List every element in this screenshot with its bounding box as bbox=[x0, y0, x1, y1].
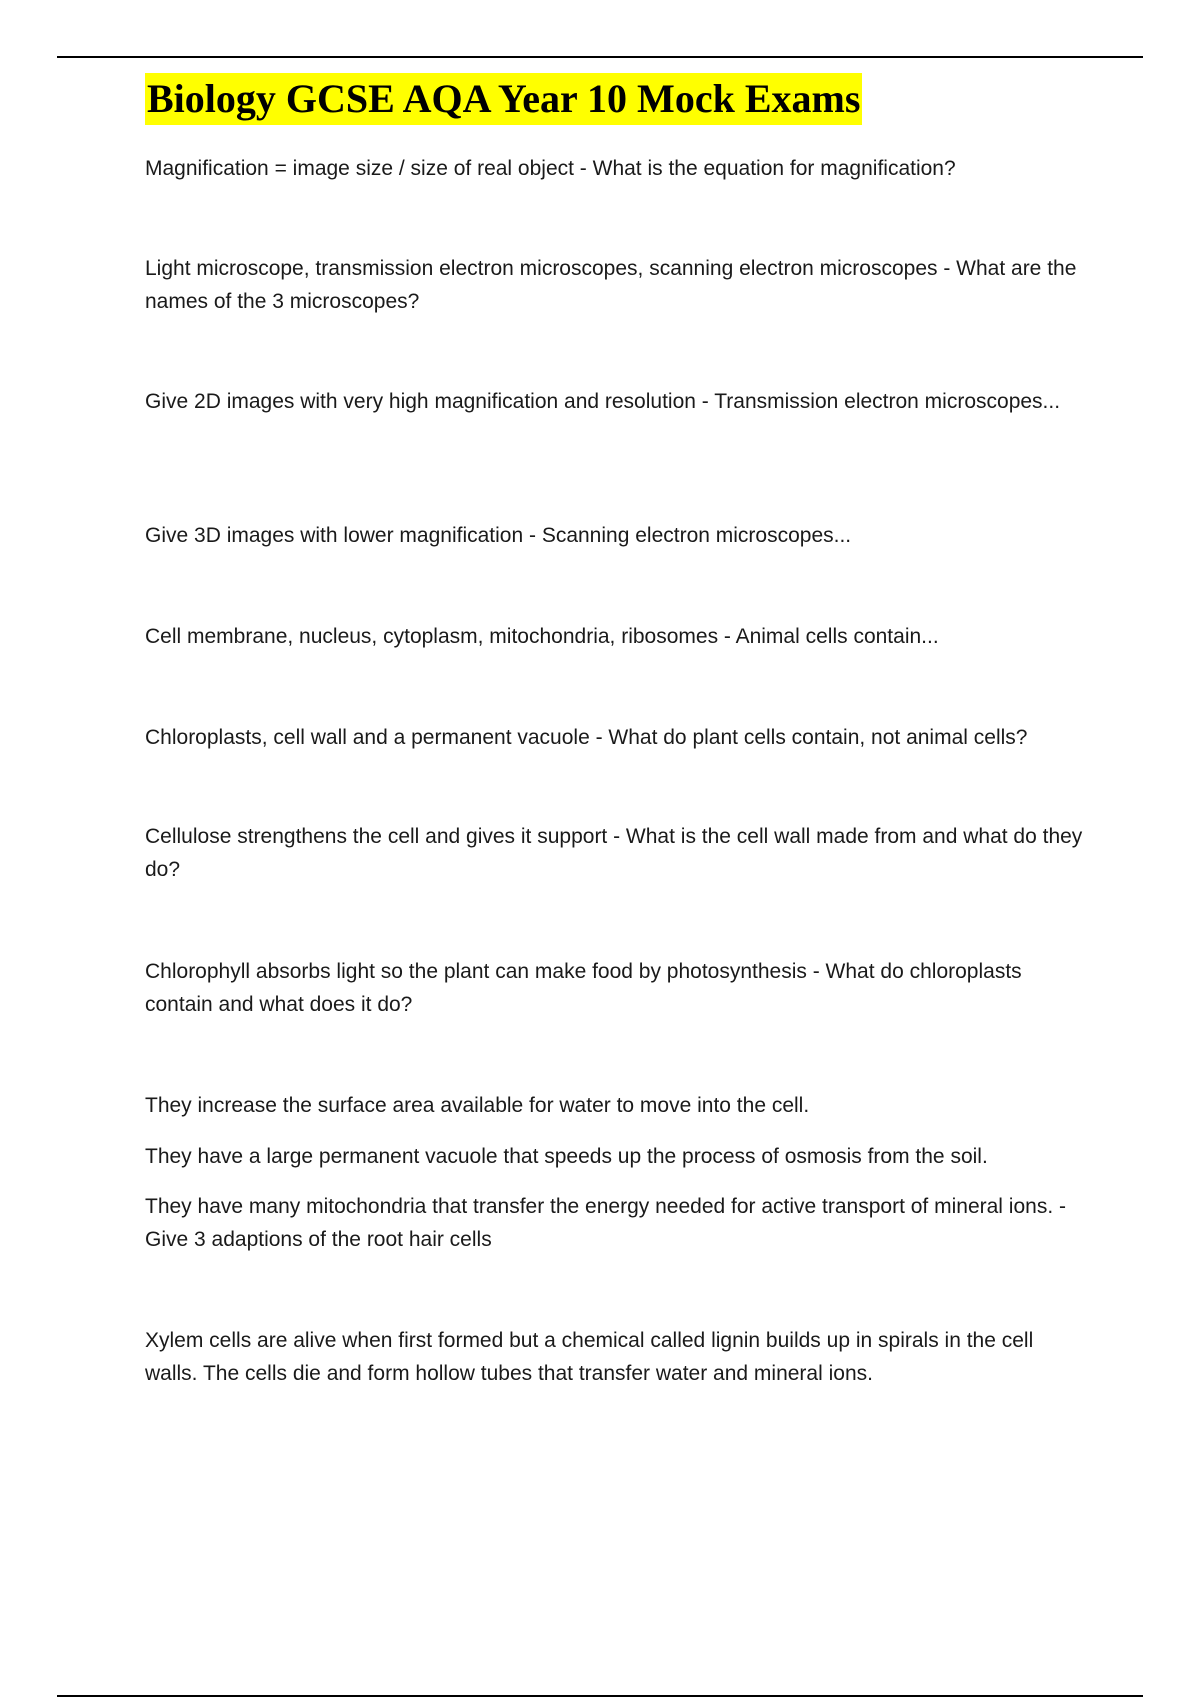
flashcard-text: Xylem cells are alive when first formed but a chemical called lignin builds up in spirals in the cell walls. The cells die and form hollow tubes that transfer water and mineral ions. bbox=[145, 1329, 1034, 1385]
header-rule bbox=[57, 56, 1143, 58]
flashcard-text: Magnification = image size / size of real object - What is the equation for magnification? bbox=[145, 157, 956, 180]
flashcard-text: Chlorophyll absorbs light so the plant can make food by photosynthesis - What do chloroplasts contain and what does it do? bbox=[145, 960, 1022, 1016]
flashcard-text: They increase the surface area available for water to move into the cell. bbox=[145, 1094, 810, 1117]
flashcard-text: They have a large permanent vacuole that speeds up the process of osmosis from the soil. bbox=[145, 1145, 988, 1168]
flashcard-text: Cell membrane, nucleus, cytoplasm, mitochondria, ribosomes - Animal cells contain... bbox=[145, 625, 939, 648]
flashcard-text: Chloroplasts, cell wall and a permanent vacuole - What do plant cells contain, not animal cells? bbox=[145, 726, 1028, 749]
footer-rule bbox=[57, 1695, 1143, 1697]
flashcard-text: Light microscope, transmission electron microscopes, scanning electron microscopes - What are the names of the 3 microscopes? bbox=[145, 257, 1077, 313]
flashcard-text: They have many mitochondria that transfer the energy needed for active transport of mineral ions. - Give 3 adaptions of the root hair cells bbox=[145, 1195, 1066, 1251]
flashcard-text: Cellulose strengthens the cell and gives it support - What is the cell wall made from and what do they do? bbox=[145, 825, 1083, 881]
document-title: Biology GCSE AQA Year 10 Mock Exams bbox=[145, 73, 862, 125]
flashcard-text: Give 3D images with lower magnification - Scanning electron microscopes... bbox=[145, 524, 852, 547]
flashcard-text: Give 2D images with very high magnification and resolution - Transmission electron microscopes... bbox=[145, 390, 1061, 413]
